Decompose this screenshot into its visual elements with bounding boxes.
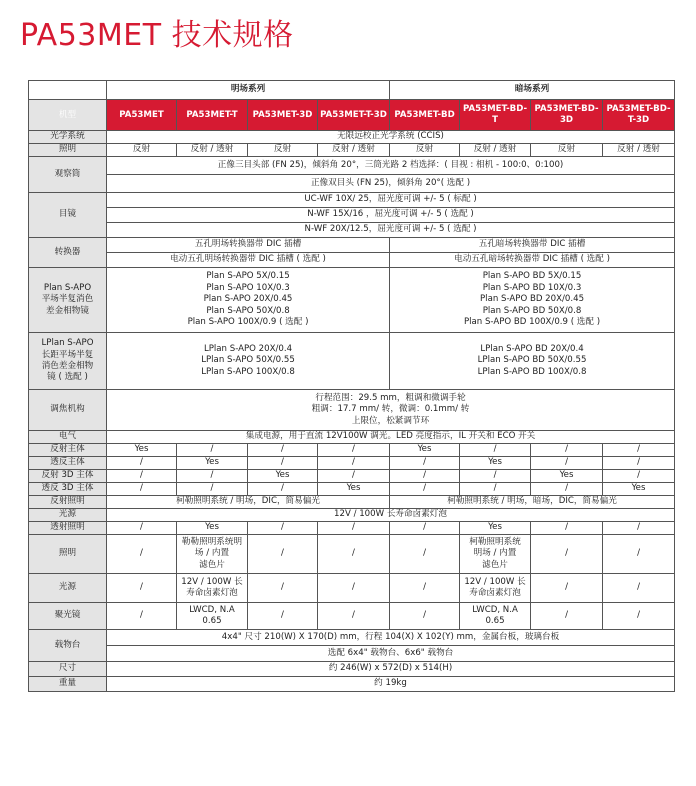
optical-row [29,131,675,144]
models-row [29,100,675,131]
objective-line: LPlan S-APO 50X/0.55 [201,355,295,366]
model-cell: PA53MET-T-3D [318,100,390,131]
spec-value: 4x4" 尺寸 210(W) X 170(D) mm，行程 104(X) X 102(Y) mm，金属台板，玻璃台板 [107,630,675,646]
spec-value: 柯勒照明系统 / 明场，暗场，DIC，简易偏光 [390,496,675,509]
spec-table [28,80,675,692]
cell-line: 12V / 100W 长 [464,576,526,587]
label-line: 镜 ( 选配 ) [47,372,88,383]
objective-line: LPlan S-APO 20X/0.4 [203,343,293,354]
cell-line: 寿命卤素灯泡 [186,588,238,598]
cell-line: 滤色片 [199,559,225,570]
model-cell: PA53MET [107,100,177,131]
row-label: 转换器 [29,238,107,268]
eyepiece-row [29,193,675,208]
spec-value: 约 246(W) x 572(D) x 514(H) [107,662,675,677]
spec-value: / [318,535,390,574]
objective-line: Plan S-APO BD 20X/0.45 [480,294,585,305]
model-cell: PA53MET-BD-T-3D [603,100,675,131]
row-label: 尺寸 [29,662,107,677]
row-label [29,268,107,333]
bright-series-header: 明场系列 [107,81,390,100]
spec-value: / [603,603,675,630]
page-title: PA53MET 技术规格 [20,18,294,53]
spec-value: 五孔明场转换器带 DIC 插槽 [107,238,390,253]
row-label [29,333,107,390]
cell-line: 明场 / 内置 [473,548,517,559]
eyepiece-row-2 [29,208,675,223]
spec-value: / [460,444,531,457]
spec-value: / [248,522,318,535]
spec-value [460,603,531,630]
spec-value [177,574,248,603]
model-cell: PA53MET-3D [248,100,318,131]
spec-value: / [177,483,248,496]
spec-value: / [318,603,390,630]
objective-line: Plan S-APO 20X/0.45 [203,294,293,305]
stage-row-2 [29,646,675,662]
spec-value: 无限远校正光学系统 (CCIS) [107,131,675,144]
spec-value: 反射 / 透射 [603,144,675,157]
spec-value: / [248,457,318,470]
spec-value: Yes [177,522,248,535]
row-label: 调焦机构 [29,390,107,431]
spec-value: / [531,535,603,574]
spec-value: Yes [603,483,675,496]
body-trans-3d-row [29,483,675,496]
electric-row [29,431,675,444]
tube-row [29,157,675,175]
row-label: 反射主体 [29,444,107,457]
spec-value: / [390,483,460,496]
spec-value: / [248,483,318,496]
label-line: 平场半复消色 [41,294,94,305]
spec-value: 集成电源，用于直流 12V100W 调光。LED 亮度指示，IL 开关和 ECO 开关 [107,431,675,444]
objective-line: Plan S-APO BD 100X/0.9 ( 选配 ) [463,317,601,328]
row-label: 观察筒 [29,157,107,193]
condenser-row [29,603,675,630]
spec-value: 电动五孔暗场转换器带 DIC 插槽 ( 选配 ) [390,253,675,268]
stage-row [29,630,675,646]
spec-value: / [390,603,460,630]
spec-value: Yes [107,444,177,457]
spec-value: 反射 [390,144,460,157]
spec-value: / [318,444,390,457]
spec-value: N-WF 20X/12.5，屈光度可调 +/- 5 ( 选配 ) [107,223,675,238]
body-reflect-row [29,444,675,457]
cell-line: 勒勒照明系统明 [181,536,243,547]
cell-line: 寿命卤素灯泡 [469,588,521,598]
objective-line: Plan S-APO 50X/0.8 [206,305,290,316]
row-label: 目镜 [29,193,107,238]
spec-value: / [107,483,177,496]
spec-value: Yes [248,470,318,483]
row-label: 机型 [29,100,107,131]
converter-row-2 [29,253,675,268]
spec-value: / [390,535,460,574]
illumination-row [29,535,675,574]
spec-value: 选配 6x4" 载物台、6x6" 载物台 [107,646,675,662]
spec-value: / [248,535,318,574]
spec-value: 反射 [531,144,603,157]
objective-line: Plan S-APO 10X/0.3 [206,282,290,293]
objective-line: Plan S-APO BD 10X/0.3 [482,282,582,293]
objective-line: LPlan S-APO 100X/0.8 [201,366,295,377]
light-source-row [29,509,675,522]
spec-value [107,268,390,333]
spec-value: Yes [531,470,603,483]
spec-value: Yes [318,483,390,496]
spec-value: Yes [390,444,460,457]
spec-value: 柯勒照明系统 / 明场，DIC，简易偏光 [107,496,390,509]
spec-value: / [603,522,675,535]
spec-value: / [107,535,177,574]
row-label: 光源 [29,574,107,603]
illum-row [29,144,675,157]
label-line: Plan S-APO [43,282,92,293]
spec-value [460,574,531,603]
model-cell: PA53MET-T [177,100,248,131]
cell-line: 滤色片 [482,559,508,570]
label-line: LPlan S-APO [41,338,94,349]
spec-value: / [603,444,675,457]
light-source-2-row [29,574,675,603]
spec-value: / [177,470,248,483]
spec-value: / [603,470,675,483]
focus-line: 粗调：17.7 mm/ 转，微调：0.1mm/ 转 [311,404,470,415]
spec-value: / [318,457,390,470]
spec-value: 约 19kg [107,677,675,692]
spec-value: / [318,470,390,483]
objective-line: Plan S-APO 5X/0.15 [206,271,290,282]
spec-value: / [603,574,675,603]
row-label: 反射 3D 主体 [29,470,107,483]
cell-line: 场 / 内置 [194,548,230,559]
focus-line: 行程范围：29.5 mm，粗调和微调手轮 [315,392,466,403]
spec-value: 正像三目头部 (FN 25)，倾斜角 20°，三筒光路 2 档选择：( 目视 : 相机 - 100:0、0:100) [107,157,675,175]
objective-line: Plan S-APO 100X/0.9 ( 选配 ) [187,317,309,328]
corner-cell [29,81,107,100]
spec-value: / [390,574,460,603]
spec-value: / [107,603,177,630]
plan-apo-row [29,268,675,333]
row-label: 载物台 [29,630,107,662]
objective-line: LPlan S-APO BD 50X/0.55 [477,355,587,366]
label-line: 消色差金相物 [41,361,94,371]
spec-value: / [531,457,603,470]
spec-value: / [107,522,177,535]
row-label: 重量 [29,677,107,692]
reflect-illum-row [29,496,675,509]
row-label: 光学系统 [29,131,107,144]
objective-line: Plan S-APO BD 5X/0.15 [482,271,582,282]
objective-line: LPlan S-APO BD 20X/0.4 [480,343,584,354]
row-label: 透射照明 [29,522,107,535]
row-label: 光源 [29,509,107,522]
tube-row-2 [29,175,675,193]
row-label: 聚光镜 [29,603,107,630]
cell-line: 12V / 100W 长 [181,576,243,587]
spec-value: / [390,457,460,470]
series-row [29,81,675,100]
spec-value [107,333,390,390]
cell-line: LWCD, N.A [189,604,235,615]
spec-value: / [318,574,390,603]
spec-value: / [248,444,318,457]
spec-value: / [248,574,318,603]
row-label: 反射照明 [29,496,107,509]
focus-line: 上限位，松紧调节环 [351,415,430,426]
spec-value: 反射 [248,144,318,157]
dark-series-header: 暗场系列 [390,81,675,100]
spec-value: / [603,457,675,470]
spec-value: 正像双目头 (FN 25)，倾斜角 20°( 选配 ) [107,175,675,193]
cell-line: 0.65 [485,616,505,626]
spec-value: / [531,574,603,603]
row-label: 透反主体 [29,457,107,470]
label-line: 差金相物镜 [46,305,89,316]
spec-value: / [107,457,177,470]
spec-value: 反射 / 透射 [460,144,531,157]
spec-value [390,333,675,390]
spec-value: / [390,470,460,483]
spec-value: 反射 / 透射 [318,144,390,157]
spec-value: / [531,603,603,630]
spec-value: Yes [177,457,248,470]
objective-line: Plan S-APO BD 50X/0.8 [482,305,582,316]
cell-line: 0.65 [202,616,222,626]
spec-value: / [318,522,390,535]
lplan-apo-row [29,333,675,390]
cell-line: LWCD, N.A [472,604,518,615]
spec-value: Yes [460,522,531,535]
spec-value: / [460,483,531,496]
spec-value: 反射 [107,144,177,157]
spec-value: / [107,470,177,483]
spec-value: N-WF 15X/16 ，屈光度可调 +/- 5 ( 选配 ) [107,208,675,223]
weight-row [29,677,675,692]
converter-row [29,238,675,253]
spec-value [460,535,531,574]
model-cell: PA53MET-BD-T [460,100,531,131]
eyepiece-row-3 [29,223,675,238]
spec-value: / [248,603,318,630]
spec-value: / [531,444,603,457]
spec-value: / [531,483,603,496]
spec-value: / [531,522,603,535]
trans-illum-row [29,522,675,535]
spec-value: 电动五孔明场转换器带 DIC 插槽 ( 选配 ) [107,253,390,268]
spec-value: / [177,444,248,457]
objective-line: LPlan S-APO BD 100X/0.8 [477,366,587,377]
spec-value: / [107,574,177,603]
spec-value: 反射 / 透射 [177,144,248,157]
cell-line: 柯勒照明系统 [469,536,521,547]
row-label: 照明 [29,144,107,157]
row-label: 电气 [29,431,107,444]
model-cell: PA53MET-BD-3D [531,100,603,131]
body-trans-row [29,457,675,470]
body-reflect-3d-row [29,470,675,483]
spec-value: / [390,522,460,535]
spec-value [177,603,248,630]
spec-value: Yes [460,457,531,470]
spec-value: 12V / 100W 长寿命卤素灯泡 [107,509,675,522]
label-line: 长距平场半复 [41,349,94,360]
focus-row [29,390,675,431]
spec-value: / [460,470,531,483]
spec-value: / [603,535,675,574]
row-label: 透反 3D 主体 [29,483,107,496]
spec-value: UC-WF 10X/ 25，屈光度可调 +/- 5 ( 标配 ) [107,193,675,208]
row-label: 照明 [29,535,107,574]
size-row [29,662,675,677]
model-cell: PA53MET-BD [390,100,460,131]
spec-value [107,390,675,431]
spec-value [177,535,248,574]
spec-value [390,268,675,333]
spec-value: 五孔暗场转换器带 DIC 插槽 [390,238,675,253]
